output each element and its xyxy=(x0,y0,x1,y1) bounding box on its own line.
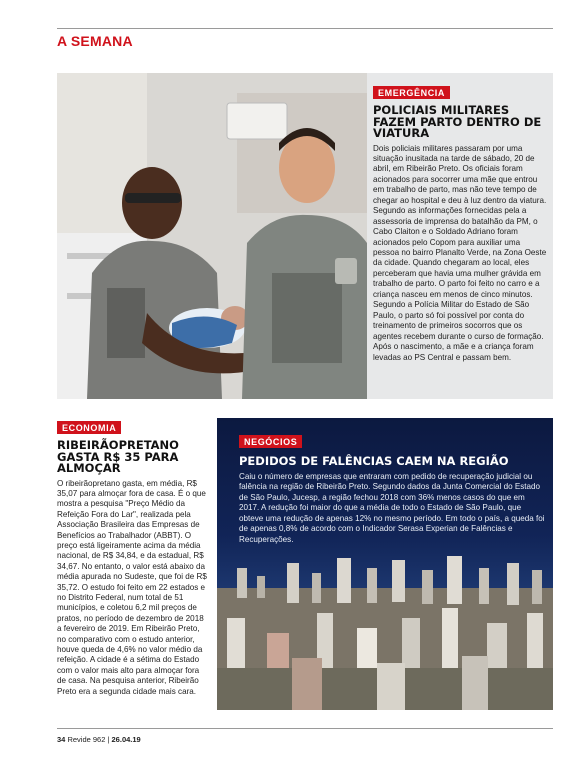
police-photo xyxy=(57,73,367,399)
page-number: 34 xyxy=(57,735,66,744)
economia-body: O ribeirãopretano gasta, em média, R$ 35,07 para almoçar fora de casa. É o que mostra a pesquisa "Preço Médio da Refeição Fora do Lar", realizada pela Associação Brasileira das Empresas de Benefícios ao Trabalhador (ABBT). O preço está ligeiramente acima da média nacional, de R$ 34,84, e da estadual, R$ 34,67. No entanto, o valor está abaixo da média apurada no Sudeste, que foi de R$ 35,72. O estudo foi feito em 22 estados e no Distrito Federal, num total de 51 municípios, e coletou 6,2 mil preços de pratos, no período de dezembro de 2018 a fevereiro de 2019. Em Ribeirão Preto, no comparativo com o estudo anterior, houve queda de 4,6% no valor médio da refeição. A cidade é a sétima do Estado com o valor mais alto para almoçar fora de casa. Na pesquisa anterior, Ribeirão Preto era a segunda cidade mais cara. xyxy=(57,478,207,696)
emergencia-tag: EMERGÊNCIA xyxy=(373,86,450,99)
economia-tag: ECONOMIA xyxy=(57,421,121,434)
bottom-rule xyxy=(57,728,553,729)
folio: 34 Revide 962 | 26.04.19 xyxy=(57,735,141,744)
issue-date: 26.04.19 xyxy=(111,735,141,744)
economia-headline: RIBEIRÃOPRETANO GASTA R$ 35 PARA ALMOÇAR xyxy=(57,438,179,475)
negocios-article xyxy=(217,418,553,710)
negocios-text xyxy=(239,432,547,545)
negocios-tag: NEGÓCIOS xyxy=(239,435,302,448)
emergencia-text xyxy=(373,83,547,363)
negocios-body: Caiu o número de empresas que entraram com pedido de recuperação judicial ou falência na região de Ribeirão Preto. Segundo dados da Junta Comercial do Estado de São Paulo, Jucesp, a região fechou 2018 com 36% menos casos do que em 2017. A redução foi maior do que a média de todo o Estado de São Paulo, que obteve uma redução de apenas 12% no mesmo período. Em todo o país, a queda foi de apenas 0,8% de acordo com o Indicador Serasa Experian de Falências e Recuperações. xyxy=(239,471,545,544)
economia-article xyxy=(57,418,207,697)
emergencia-body: Dois policiais militares passaram por uma situação inusitada na tarde de sábado, 20 de abril, em Ribeirão Preto. Os oficiais foram acionados para socorrer uma mãe que entrou em trabalho de parto, mas não teve tempo de chegar ao hospital e deu à luz dentro da viatura. Segundo as informações fornecidas pela a assessoria de imprensa do batalhão da PM, o Cabo Claiton e o Soldado Adriano foram acionados pelo Copom para auxiliar uma pessoa no bairro Planalto Verde, na Zona Oeste da cidade. Quando chegaram ao local, eles perceberam que havia uma mulher grávida em trabalho de parto. O parto foi feito no carro e a criança nasceu em menos de cinco minutos. Segundo a Polícia Militar do Estado de São Paulo, o parto só foi possível por conta do treinamento de primeiros socorros que os agentes recebem durante o curso de formação. Após o nascimento, a mãe e a criança foram levadas ao PS Central e passam bem. xyxy=(373,143,547,362)
emergencia-article xyxy=(57,73,553,399)
magazine-name: Revide 962 xyxy=(67,735,106,744)
top-rule xyxy=(57,28,553,29)
section-title: A SEMANA xyxy=(57,33,133,49)
emergencia-headline: POLICIAIS MILITARES FAZEM PARTO DENTRO DE VIATURA xyxy=(373,103,542,140)
negocios-headline: PEDIDOS DE FALÊNCIAS CAEM NA REGIÃO xyxy=(239,454,509,468)
